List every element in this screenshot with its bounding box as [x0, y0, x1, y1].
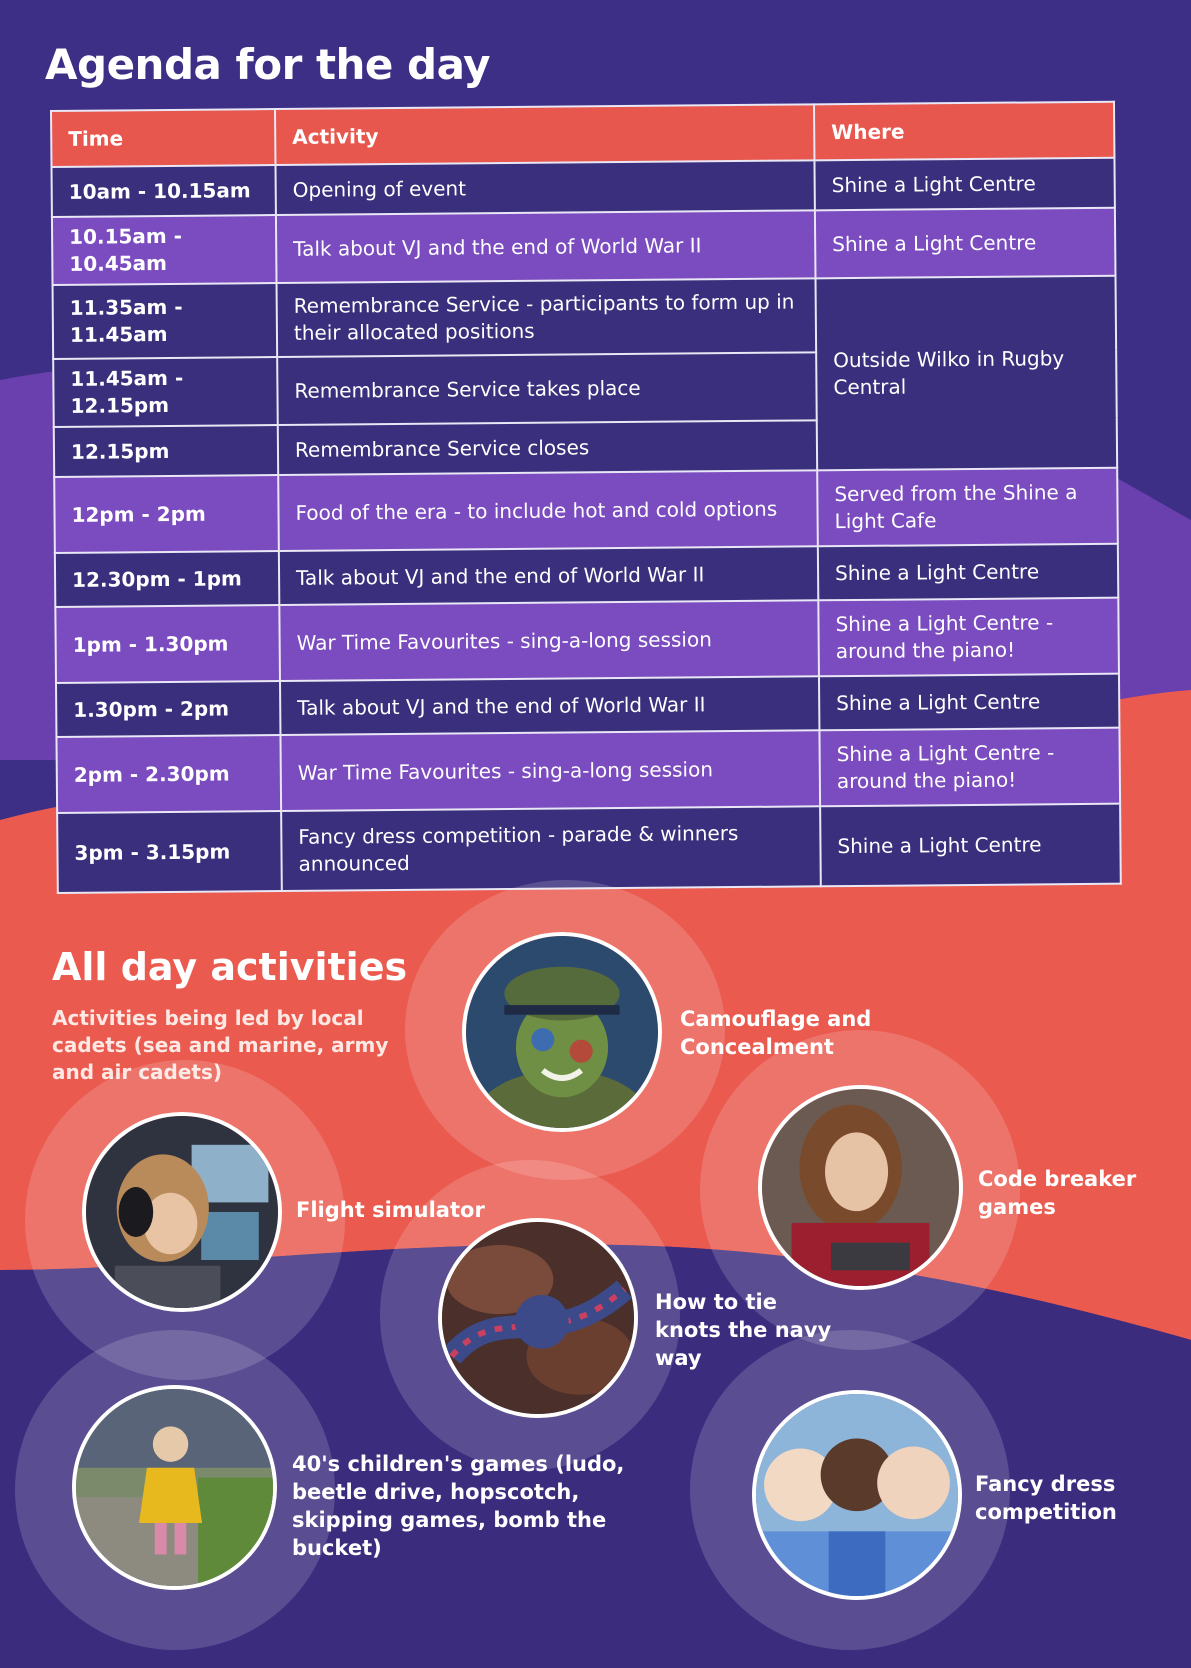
activity-label-childrens-games: 40's children's games (ludo, beetle drive, hopscotch, skipping games, bomb the bucket) — [292, 1452, 625, 1560]
where-cell: Shine a Light Centre — [818, 544, 1118, 601]
activity-column-header: Activity — [275, 104, 814, 165]
all-day-activities-title: All day activities — [52, 945, 408, 989]
where-cell: Outside Wilko in Rugby Central — [815, 276, 1117, 471]
where-cell: Shine a Light Centre — [819, 674, 1119, 731]
agenda-header-row — [51, 102, 1114, 167]
activity-label-knots: How to tie knots the navy way — [655, 1290, 832, 1370]
girl-hopscotch-photo — [72, 1385, 277, 1590]
activity-cell: War Time Favourites - sing-a-long session — [280, 730, 820, 811]
all-day-activities-subtitle: Activities being led by local cadets (sea and marine, army and air cadets) — [52, 1006, 389, 1084]
table-row — [55, 544, 1118, 607]
time-cell: 3pm - 3.15pm — [57, 811, 282, 893]
table-row — [57, 804, 1121, 893]
activity-cell: Remembrance Service - participants to form up in their allocated positions — [277, 278, 817, 357]
time-cell: 2pm - 2.30pm — [56, 735, 281, 813]
agenda-table — [50, 101, 1122, 894]
agenda-title: Agenda for the day — [45, 40, 491, 89]
girl-playing-game-photo — [758, 1085, 963, 1290]
activity-cell: Talk about VJ and the end of World War II — [276, 210, 816, 283]
where-column-header: Where — [814, 102, 1114, 161]
time-cell: 12pm - 2pm — [54, 475, 279, 553]
activity-label-flight-simulator: Flight simulator — [296, 1198, 485, 1222]
time-cell: 11.45am - 12.15pm — [53, 357, 278, 427]
time-cell: 11.35am - 11.45am — [53, 283, 278, 359]
table-row — [55, 598, 1119, 683]
table-row — [56, 728, 1120, 813]
time-cell: 10.15am - 10.45am — [52, 215, 277, 285]
child-in-cockpit-photo — [82, 1112, 282, 1312]
activity-cell: Remembrance Service takes place — [277, 352, 817, 425]
table-row — [51, 158, 1114, 217]
table-row — [53, 276, 1117, 359]
children-in-costume-photo — [752, 1390, 962, 1600]
activity-cell: Talk about VJ and the end of World War II — [280, 676, 819, 735]
table-row — [56, 674, 1119, 737]
time-cell: 12.30pm - 1pm — [55, 551, 279, 607]
activity-cell: War Time Favourites - sing-a-long session — [279, 600, 819, 681]
activity-cell: Talk about VJ and the end of World War II — [279, 546, 818, 605]
activity-label-fancy-dress: Fancy dress competition — [975, 1472, 1117, 1524]
where-cell: Shine a Light Centre — [815, 208, 1116, 279]
time-cell: 1.30pm - 2pm — [56, 681, 280, 737]
activity-cell: Fancy dress competition - parade & winners announced — [281, 806, 821, 891]
activity-cell: Remembrance Service closes — [278, 420, 817, 475]
camouflage-child-photo — [462, 932, 662, 1132]
table-row — [54, 468, 1118, 553]
activity-label-camouflage: Camouflage and Concealment — [680, 1007, 872, 1059]
activity-cell: Food of the era - to include hot and cold options — [278, 470, 818, 551]
rope-knot-photo — [438, 1218, 638, 1418]
time-cell: 1pm - 1.30pm — [55, 605, 280, 683]
where-cell: Served from the Shine a Light Cafe — [817, 468, 1118, 547]
time-column-header: Time — [51, 109, 275, 167]
time-cell: 12.15pm — [54, 425, 278, 477]
time-cell: 10am - 10.15am — [51, 165, 275, 217]
table-row — [52, 208, 1116, 285]
where-cell: Shine a Light Centre - around the piano! — [819, 728, 1120, 807]
activity-cell: Opening of event — [275, 160, 814, 215]
where-cell: Shine a Light Centre — [814, 158, 1114, 211]
activity-label-code-breaker: Code breaker games — [978, 1167, 1137, 1219]
where-cell: Shine a Light Centre — [820, 804, 1121, 887]
where-cell: Shine a Light Centre - around the piano! — [818, 598, 1119, 677]
